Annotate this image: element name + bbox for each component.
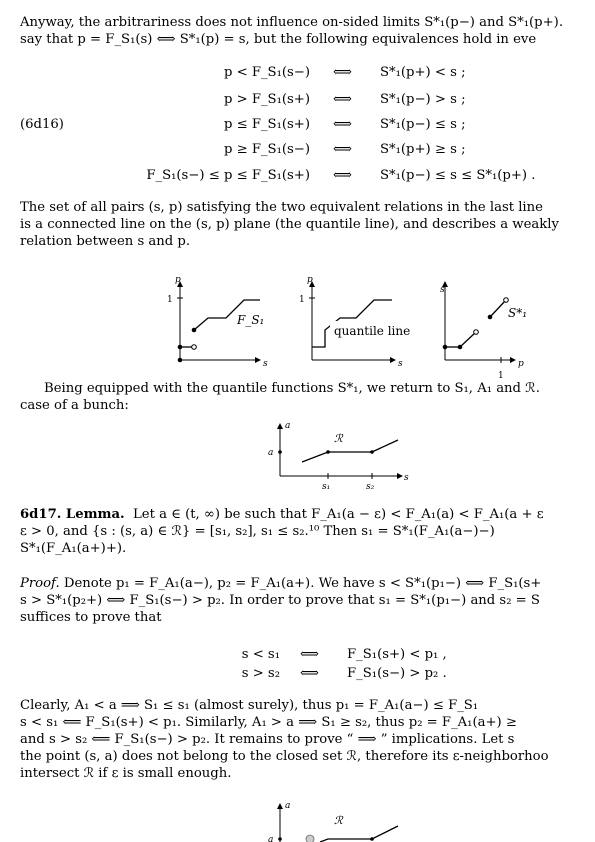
figure-bunch [262,418,412,490]
tick-s1: s₁ [322,482,331,490]
eq-row-3-rel: ⟺ [333,117,352,132]
point-filled [370,450,374,454]
eq2-row-2-rhs: F_S₁(s−) > p₂ . [347,666,447,681]
axis-label-p: p [175,275,181,285]
eq-row-4-rhs: S*₁(p+) ≥ s ; [380,142,466,157]
tick-a: a [268,448,274,458]
axis-label-s: s [404,473,409,483]
text-line: intersect ℛ if ε is small enough. [20,766,232,781]
tick-a: a [268,835,274,842]
eq-row-2-lhs: p > F_S₁(s+) [223,92,310,107]
eq-row-3-lhs: p ≤ F_S₁(s+) [223,117,310,132]
tick-one: 1 [167,295,173,305]
text-line: Being equipped with the quantile functions S*₁, we return to S₁, A₁ and ℛ. [44,381,540,396]
eq2-row-2-lhs: s > s₂ [241,666,280,681]
text-line: The set of all pairs (s, p) satisfying the two equivalent relations in the last line [20,200,543,215]
text-line: s < s₁ ⟸ F_S₁(s+) < p₁. Similarly, A₁ > a ⟹ S₁ ≥ s₂, thus p₂ = F_A₁(a+) ≥ [20,715,517,730]
equation-label: (6d16) [20,117,64,132]
text-line: ε > 0, and {s : (s, a) ∈ ℛ} = [s₁, s₂], s₁ ≤ s₂.¹⁰ Then s₁ = S*₁(F_A₁(a−)−) [20,524,495,539]
point-filled [178,345,183,350]
paragraph-bunch [20,380,595,414]
text-line: s > S*₁(p₂+) ⟺ F_S₁(s−) > p₂. In order to prove that s₁ = S*₁(p₁−) and s₂ = S [20,593,540,608]
figure-neighborhood [262,798,412,842]
text-line: Let a ∈ (t, ∞) be such that F_A₁(a − ε) < F_A₁(a) < F_A₁(a + ε [133,507,544,522]
axis-label-a: a [285,421,291,431]
label-quantile-line: quantile line [334,324,411,338]
text-line: Denote p₁ = F_A₁(a−), p₂ = F_A₁(a+). We have s < S*₁(p₁−) ⟺ F_S₁(s+ [63,576,542,591]
figure-quantile-plots [160,272,540,382]
label-fs1: F_S₁ [237,313,265,327]
label-r: ℛ [334,432,343,445]
eq-row-2-rhs: S*₁(p−) > s ; [380,92,466,107]
text-line: Clearly, A₁ < a ⟹ S₁ ≤ s₁ (almost surely), thus p₁ = F_A₁(a−) ≤ F_S₁ [20,698,479,713]
point-filled [278,450,282,454]
point-open [192,345,197,350]
text-line: case of a bunch: [20,398,129,413]
point-filled [326,450,330,454]
axis-label-s: s [398,359,403,369]
eq-row-5-rhs: S*₁(p−) ≤ s ≤ S*₁(p+) . [380,168,536,183]
plot-quantile-function [440,282,527,381]
eq-row-1-rel: ⟺ [333,65,352,80]
proof-head: Proof. [20,576,60,591]
segment [490,300,506,317]
text-line: and s > s₂ ⟸ F_S₁(s−) > p₂. It remains to prove “ ⟹ ” implications. Let s [20,732,515,747]
text-line: say that p = F_S₁(s) ⟺ S*₁(p) = s, but the following equivalences hold in eve [20,32,537,47]
point-filled [178,358,183,363]
axis-label-p: p [518,359,524,369]
eq2-row-2-rel: ⟺ [300,666,319,681]
eq-row-4-lhs: p ≥ F_S₁(s−) [223,142,310,157]
region-r-curve [320,826,398,842]
proof [20,575,595,626]
paragraph-intro [20,14,595,48]
neighborhood-disc [306,835,314,842]
eq-row-5-lhs: F_S₁(s−) ≤ p ≤ F_S₁(s+) [146,168,310,183]
region-r-curve [302,440,398,462]
eq2-row-1-lhs: s < s₁ [241,647,280,662]
text-line: is a connected line on the (s, p) plane (the quantile line), and describes a weakly [20,217,559,232]
tick-one: 1 [498,371,504,381]
tick-one: 1 [299,295,305,305]
paragraph-clearly [20,697,595,782]
eq-row-5-rel: ⟺ [333,168,352,183]
point-filled [370,837,374,841]
lemma-title: 6d17. Lemma. [20,507,125,522]
eq-row-3-rhs: S*₁(p−) ≤ s ; [380,117,466,132]
eq-row-2-rel: ⟺ [333,92,352,107]
lemma-6d17 [20,506,595,557]
point-open [474,330,479,335]
point-open [504,298,509,303]
axis-label-s: s [263,359,268,369]
eq-row-4-rel: ⟺ [333,142,352,157]
eq-row-1-rhs: S*₁(p+) < s ; [380,65,466,80]
plot-quantile-line [299,275,418,369]
label-r: ℛ [334,814,343,827]
plot-cdf [167,275,268,369]
text-line: relation between s and p. [20,234,191,249]
text-line: Anyway, the arbitrariness does not influence on-sided limits S*₁(p−) and S*₁(p+). [20,15,564,30]
eq2-row-1-rel: ⟺ [300,647,319,662]
paragraph-quantile-line [20,199,595,250]
text-line: S*₁(F_A₁(a+)+). [20,541,127,556]
axis-label-a: a [285,801,291,811]
axis-label-s: s [440,285,445,295]
label-s1-star: S*₁ [508,306,528,320]
text-line: suffices to prove that [20,610,162,625]
tick-s2: s₂ [366,482,375,490]
text-line: the point (s, a) does not belong to the closed set ℛ, therefore its ε-neighborhoo [20,749,549,764]
point-filled [278,837,282,841]
axis-label-p: p [307,275,313,285]
segment [460,332,476,347]
eq2-row-1-rhs: F_S₁(s+) < p₁ , [347,647,447,662]
eq-row-1-lhs: p < F_S₁(s−) [223,65,310,80]
